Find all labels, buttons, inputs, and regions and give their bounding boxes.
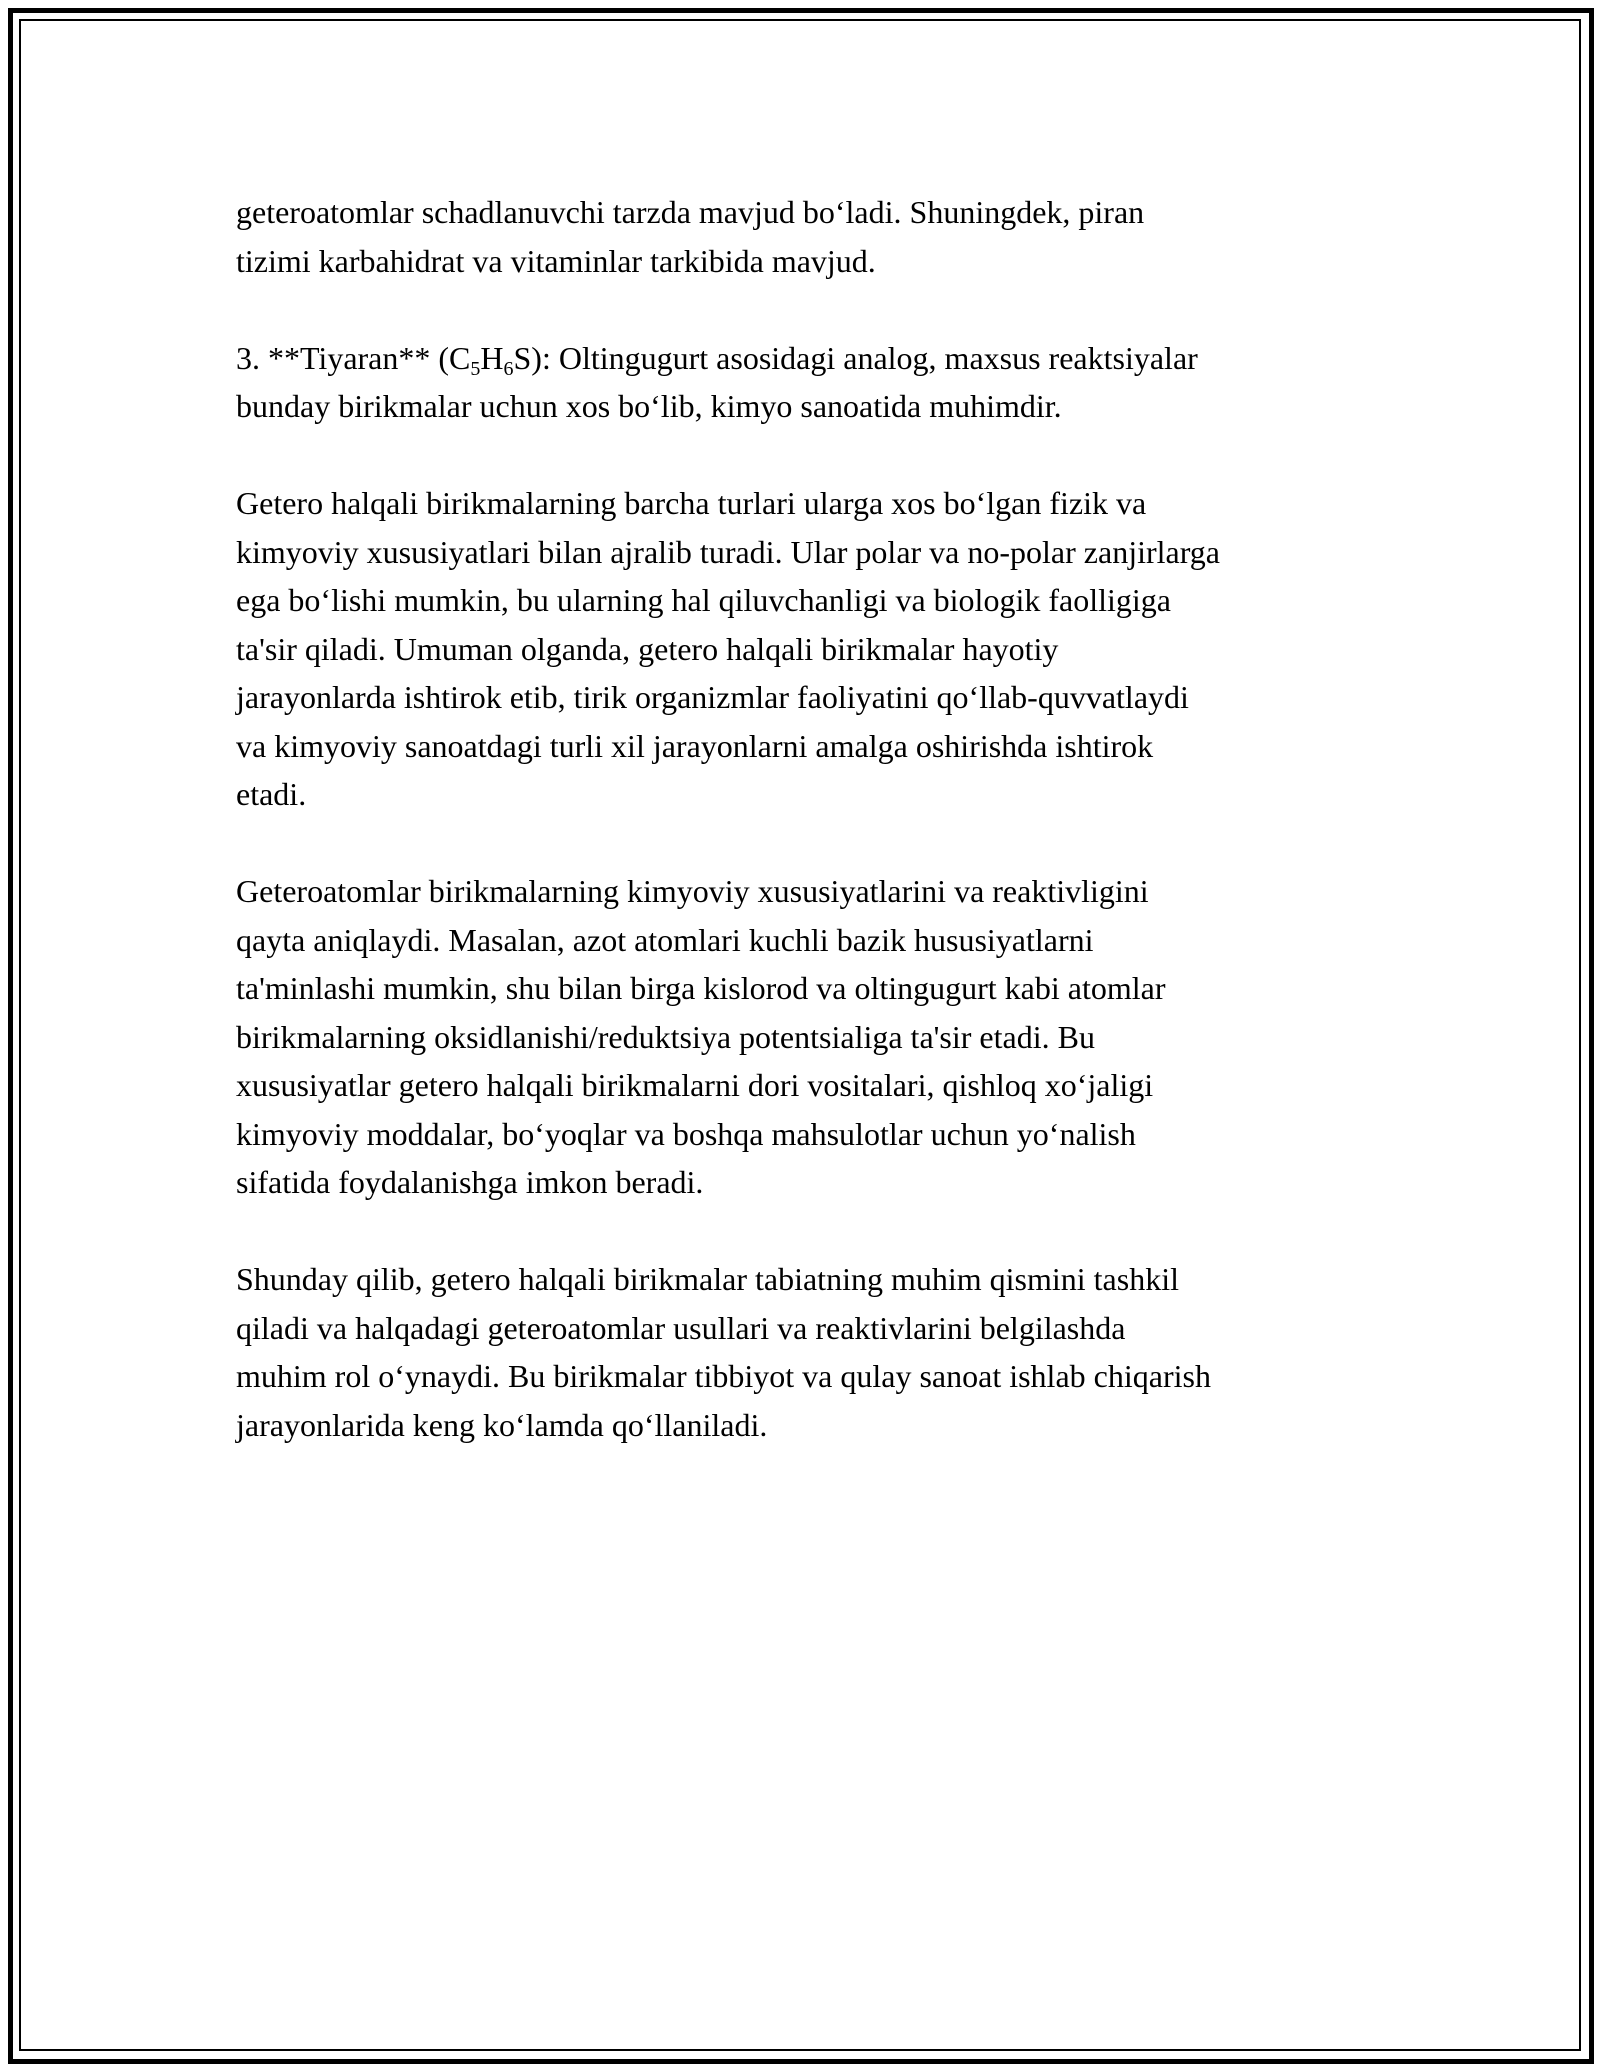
list-item-tiyaran bbox=[236, 334, 1386, 431]
subscript: 5 bbox=[470, 357, 481, 380]
text-line: birikmalarning oksidlanishi/reduktsiya potentsialiga ta'sir etadi. Bu bbox=[236, 1018, 1095, 1055]
text-line: xususiyatlar getero halqali birikmalarni dori vositalari, qishloq xoʻjaligi bbox=[236, 1067, 1154, 1103]
item-prefix: 3. **Tiyaran** (C bbox=[236, 339, 471, 376]
text-line: Getero halqali birikmalarning barcha turlari ularga xos boʻlgan fizik va bbox=[236, 485, 1147, 521]
text-line: Shunday qilib, getero halqali birikmalar tabiatning muhim qismini tashkil bbox=[236, 1261, 1179, 1297]
paragraph-4 bbox=[236, 867, 1386, 1207]
text-line: ta'minlashi mumkin, shu bilan birga kislorod va oltingugurt kabi atomlar bbox=[236, 970, 1166, 1006]
text-line: bunday birikmalar uchun xos boʻlib, kimyo sanoatida muhimdir. bbox=[236, 388, 1062, 424]
text-line: qiladi va halqadagi geteroatomlar usullari va reaktivlarini belgilashda bbox=[236, 1309, 1126, 1346]
text-line: geteroatomlar schadlanuvchi tarzda mavjud boʻladi. Shuningdek, piran bbox=[236, 194, 1145, 230]
text-line: Geteroatomlar birikmalarning kimyoviy xususiyatlarini va reaktivligini bbox=[236, 873, 1149, 909]
text-line: etadi. bbox=[236, 776, 307, 812]
text-line: ega boʻlishi mumkin, bu ularning hal qiluvchanligi va biologik faolligiga bbox=[236, 582, 1171, 618]
paragraph-1 bbox=[236, 188, 1386, 285]
text-line: tizimi karbahidrat va vitaminlar tarkibida mavjud. bbox=[236, 242, 876, 279]
document-body bbox=[236, 188, 1386, 1498]
subscript: 6 bbox=[503, 357, 514, 380]
text-line: jarayonlarda ishtirok etib, tirik organizmlar faoliyatini qoʻllab-quvvatlaydi bbox=[236, 679, 1189, 715]
text-line: qayta aniqlaydi. Masalan, azot atomlari kuchli bazik hususiyatlarni bbox=[236, 921, 1094, 958]
text-line: kimyoviy moddalar, boʻyoqlar va boshqa mahsulotlar uchun yoʻnalish bbox=[236, 1115, 1136, 1152]
text-line: va kimyoviy sanoatdagi turli xil jarayonlarni amalga oshirishda ishtirok bbox=[236, 727, 1154, 764]
text-line: muhim rol oʻynaydi. Bu birikmalar tibbiyot va qulay sanoat ishlab chiqarish bbox=[236, 1358, 1211, 1394]
text-line: sifatida foydalanishga imkon beradi. bbox=[236, 1164, 704, 1200]
text-line: ta'sir qiladi. Umuman olganda, getero halqali birikmalar hayotiy bbox=[236, 630, 1059, 667]
item-element: H bbox=[480, 339, 504, 376]
paragraph-3 bbox=[236, 479, 1386, 819]
text-line bbox=[236, 339, 1198, 380]
text-line: kimyoviy xususiyatlari bilan ajralib turadi. Ular polar va no-polar zanjirlarga bbox=[236, 533, 1220, 570]
text-line: jarayonlarida keng koʻlamda qoʻllaniladi. bbox=[236, 1406, 768, 1443]
item-suffix: S): Oltingugurt asosidagi analog, maxsus reaktsiyalar bbox=[513, 339, 1198, 376]
paragraph-5 bbox=[236, 1255, 1386, 1449]
